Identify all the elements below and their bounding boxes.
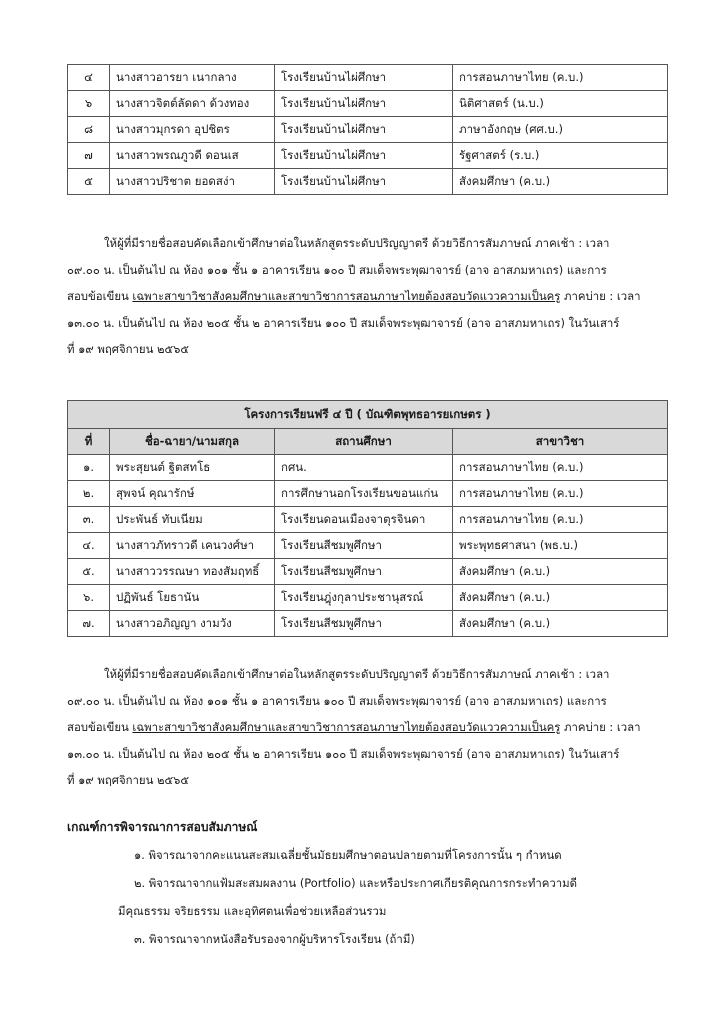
underlined-requirement: เฉพาะสาขาวิชาสังคมศึกษาและสาขาวิชาการสอนภาษาไทยต้องสอบวัดแววความเป็นครู: [132, 720, 561, 734]
cell-major: สังคมศึกษา (ค.บ.): [453, 559, 668, 585]
cell-number: ๔: [68, 65, 110, 91]
cell-number: ๓.: [68, 507, 110, 533]
cell-major: ภาษาอังกฤษ (ศศ.บ.): [453, 117, 668, 143]
cell-major: การสอนภาษาไทย (ค.บ.): [453, 507, 668, 533]
paragraph-text: สอบข้อเขียน: [67, 289, 133, 303]
paragraph-line: ที่ ๑๙ พฤศจิกายน ๒๕๖๕: [67, 773, 189, 787]
cell-major: พระพุทธศาสนา (พธ.บ.): [453, 533, 668, 559]
table-row: [68, 507, 668, 533]
cell-major: นิติศาสตร์ (น.บ.): [453, 91, 668, 117]
paragraph-line: ๐๙.๐๐ น. เป็นต้นไป ณ ห้อง ๑๐๑ ชั้น ๑ อาคารเรียน ๑๐๐ ปี สมเด็จพระพุฒาจารย์ (อาจ อาสภมหาเถร) และการ: [67, 262, 607, 277]
cell-school: โรงเรียนบ้านไผ่ศึกษา: [275, 117, 453, 143]
exam-schedule-paragraph: [67, 230, 683, 363]
cell-school: โรงเรียนสีชมพูศึกษา: [275, 611, 453, 637]
table-row: [68, 91, 668, 117]
criteria-item-3: ๓. พิจารณาจากหนังสือรับรองจากผู้บริหารโรงเรียน (ถ้ามี): [134, 932, 415, 946]
cell-name: นางสาวพรณภูวดี ดอนเส: [110, 143, 275, 169]
cell-number: ๖.: [68, 585, 110, 611]
cell-number: ๕.: [68, 559, 110, 585]
table-row: [68, 611, 668, 637]
free-study-program-table: [67, 400, 668, 637]
cell-school: โรงเรียนบ้านไผ่ศึกษา: [275, 65, 453, 91]
cell-number: ๗.: [68, 611, 110, 637]
table-body: [68, 65, 668, 195]
paragraph-line: ให้ผู้ที่มีรายชื่อสอบคัดเลือกเข้าศึกษาต่อในหลักสูตรระดับปริญญาตรี ด้วยวิธีการสัมภาษณ์ ภาคเช้า : เวลา: [104, 236, 610, 250]
table-header-row: [68, 429, 668, 455]
cell-school: โรงเรียนบ้านไผ่ศึกษา: [275, 143, 453, 169]
paragraph-text: ภาคบ่าย : เวลา: [560, 720, 641, 734]
cell-school: โรงเรียนดอนเมืองจาตุรจินดา: [275, 507, 453, 533]
column-header-major: สาขาวิชา: [453, 429, 668, 455]
cell-name: ปฏิพันธ์ โยธานัน: [110, 585, 275, 611]
table-row: [68, 169, 668, 195]
table-row: [68, 585, 668, 611]
cell-major: สังคมศึกษา (ค.บ.): [453, 611, 668, 637]
cell-number: ๖: [68, 91, 110, 117]
column-header-no: ที่: [68, 429, 110, 455]
exam-schedule-paragraph-2: [67, 661, 683, 794]
column-header-school: สถานศึกษา: [275, 429, 453, 455]
cell-name: นางสาวมุกรดา อุปชิตร: [110, 117, 275, 143]
criteria-item-2-continued: มีคุณธรรม จริยธรรม และอุทิศตนเพื่อช่วยเหลือส่วนรวม: [118, 904, 387, 918]
table-row: [68, 559, 668, 585]
paragraph-line: ที่ ๑๙ พฤศจิกายน ๒๕๖๕: [67, 342, 189, 356]
cell-major: การสอนภาษาไทย (ค.บ.): [453, 65, 668, 91]
cell-major: รัฐศาสตร์ (ร.บ.): [453, 143, 668, 169]
table-row: [68, 143, 668, 169]
table-caption-row: [68, 401, 668, 429]
cell-major: การสอนภาษาไทย (ค.บ.): [453, 455, 668, 481]
table-row: [68, 481, 668, 507]
table-row: [68, 65, 668, 91]
underlined-requirement: เฉพาะสาขาวิชาสังคมศึกษาและสาขาวิชาการสอนภาษาไทยต้องสอบวัดแววความเป็นครู: [132, 289, 561, 303]
paragraph-line: ๐๙.๐๐ น. เป็นต้นไป ณ ห้อง ๑๐๑ ชั้น ๑ อาคารเรียน ๑๐๐ ปี สมเด็จพระพุฒาจารย์ (อาจ อาสภมหาเถร) และการ: [67, 693, 607, 708]
cell-school: การศึกษานอกโรงเรียนขอนแก่น: [275, 481, 453, 507]
cell-number: ๔.: [68, 533, 110, 559]
cell-major: สังคมศึกษา (ค.บ.): [453, 169, 668, 195]
cell-name: พระสุยนต์ ฐิตสทโธ: [110, 455, 275, 481]
table-body: [68, 455, 668, 637]
cell-school: โรงเรียนสีชมพูศึกษา: [275, 533, 453, 559]
criteria-heading: เกณฑ์การพิจารณาการสอบสัมภาษณ์: [67, 820, 258, 834]
paragraph-line: [67, 714, 683, 741]
cell-name: สุพจน์ คุณารักษ์: [110, 481, 275, 507]
column-header-name: ชื่อ-ฉายา/นามสกุล: [110, 429, 275, 455]
cell-name: นางสาวปริชาต ยอดสง่า: [110, 169, 275, 195]
table-row: [68, 533, 668, 559]
paragraph-text: สอบข้อเขียน: [67, 720, 133, 734]
cell-name: ประพันธ์ ทับเนียม: [110, 507, 275, 533]
table-row: [68, 455, 668, 481]
paragraph-text: ภาคบ่าย : เวลา: [560, 289, 641, 303]
cell-major: การสอนภาษาไทย (ค.บ.): [453, 481, 668, 507]
cell-school: โรงเรียนบ้านไผ่ศึกษา: [275, 169, 453, 195]
cell-number: ๑.: [68, 455, 110, 481]
cell-name: นางสาวอภิญญา งามวัง: [110, 611, 275, 637]
cell-number: ๕: [68, 169, 110, 195]
cell-school: โรงเรียนบ้านไผ่ศึกษา: [275, 91, 453, 117]
cell-number: ๒.: [68, 481, 110, 507]
criteria-item-1: ๑. พิจารณาจากคะแนนสะสมเฉลี่ยชั้นมัธยมศึกษาตอนปลายตามที่โครงการนั้น ๆ กำหนด: [134, 848, 562, 862]
cell-school: โรงเรียนฎุ่งกุลาประชานุสรณ์: [275, 585, 453, 611]
cell-name: นางสาวภัทราวดี เคนวงศ์ษา: [110, 533, 275, 559]
paragraph-line: ๑๓.๐๐ น. เป็นต้นไป ณ ห้อง ๒๐๕ ชั้น ๒ อาคารเรียน ๑๐๐ ปี สมเด็จพระพุฒาจารย์ (อาจ อาสภมหาเถร) ในวันเสาร์: [67, 746, 620, 761]
cell-name: นางสาววรรณษา ทองสัมฤทธิ์: [110, 559, 275, 585]
criteria-item-2: ๒. พิจารณาจากแฟ้มสะสมผลงาน (Portfolio) และหรือประกาศเกียรติคุณการกระทำความดี: [134, 876, 578, 890]
cell-school: กศน.: [275, 455, 453, 481]
paragraph-line: ให้ผู้ที่มีรายชื่อสอบคัดเลือกเข้าศึกษาต่อในหลักสูตรระดับปริญญาตรี ด้วยวิธีการสัมภาษณ์ ภาคเช้า : เวลา: [104, 667, 610, 681]
cell-name: นางสาวจิตต์ลัดดา ด้วงทอง: [110, 91, 275, 117]
cell-major: สังคมศึกษา (ค.บ.): [453, 585, 668, 611]
table-caption: โครงการเรียนฟรี ๔ ปี ( บัณฑิตพุทธอารยเกษตร ): [68, 401, 668, 429]
applicant-table-continued: [67, 64, 668, 195]
paragraph-line: ๑๓.๐๐ น. เป็นต้นไป ณ ห้อง ๒๐๕ ชั้น ๒ อาคารเรียน ๑๐๐ ปี สมเด็จพระพุฒาจารย์ (อาจ อาสภมหาเถร) ในวันเสาร์: [67, 315, 620, 330]
cell-number: ๗: [68, 143, 110, 169]
paragraph-line: [67, 283, 683, 310]
cell-name: นางสาวอารยา เนากลาง: [110, 65, 275, 91]
table-row: [68, 117, 668, 143]
cell-number: ๘: [68, 117, 110, 143]
cell-school: โรงเรียนสีชมพูศึกษา: [275, 559, 453, 585]
